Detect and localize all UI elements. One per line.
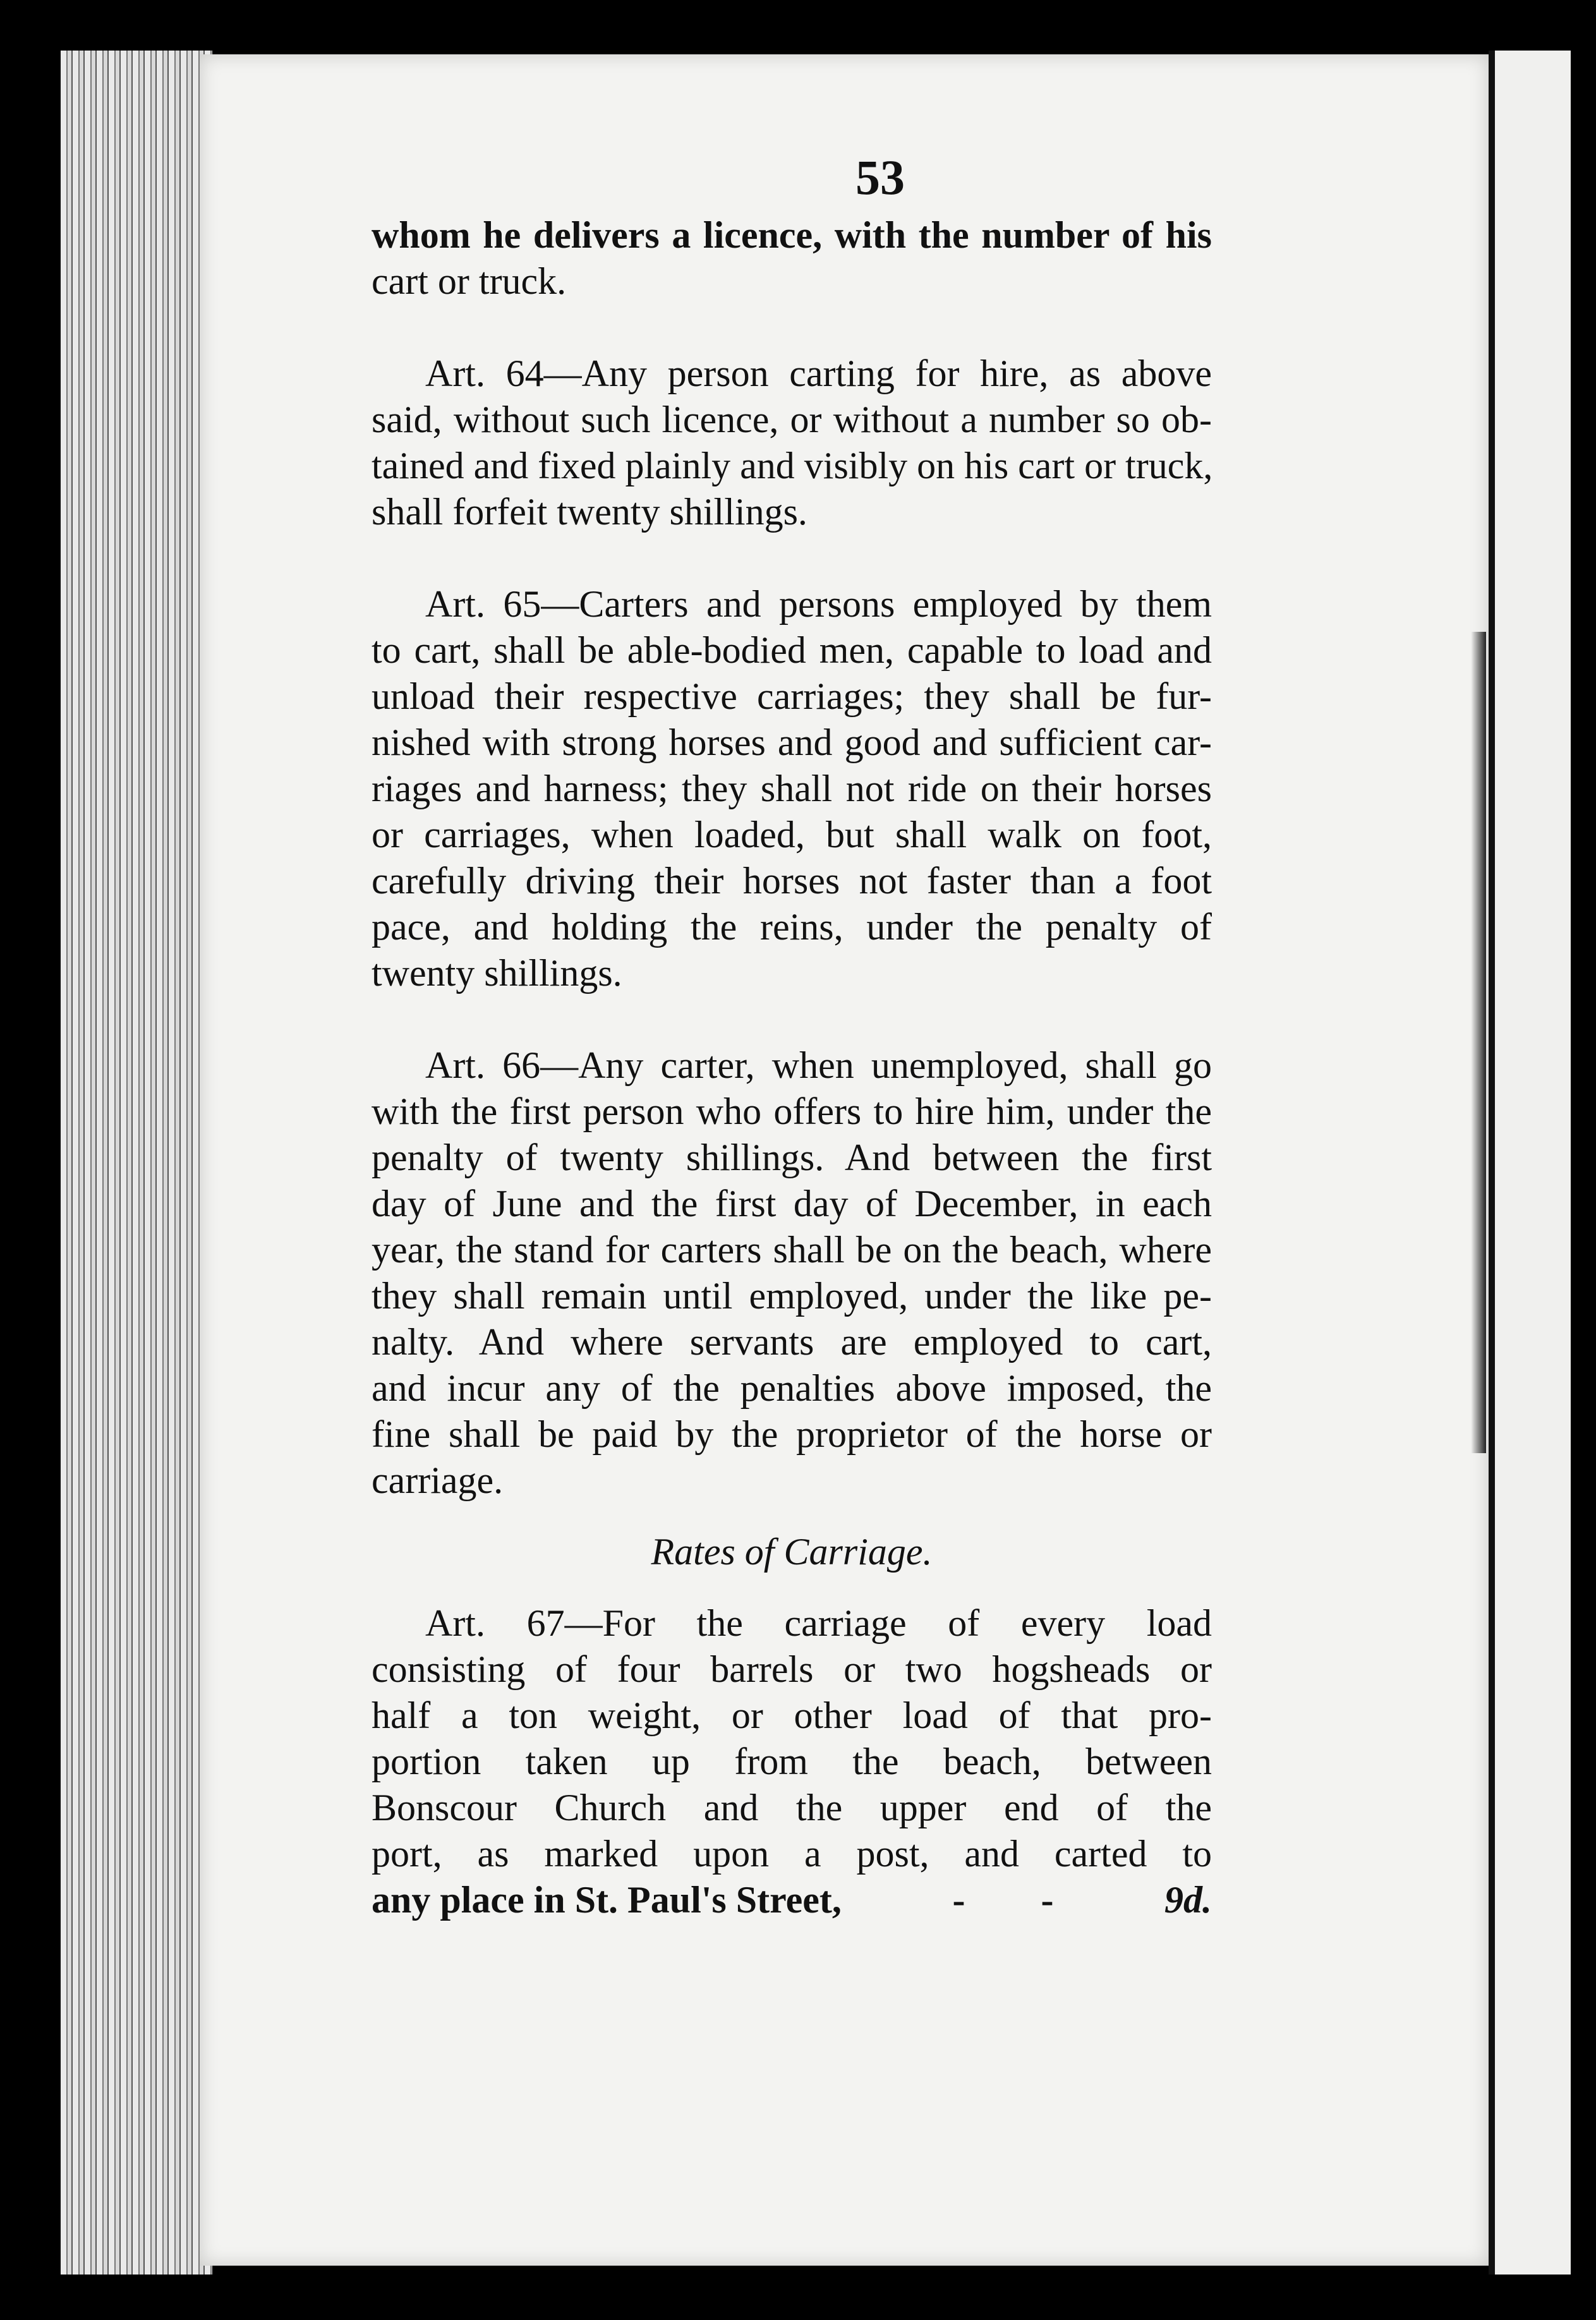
text-line: nalty. And where servants are employed to cart,: [372, 1321, 1212, 1363]
text-line: or carriages, when loaded, but shall walk on foot,: [372, 814, 1212, 855]
article-66-line: Art. 66—Any carter, when unemployed, shall go: [425, 1044, 1212, 1086]
text-line: fine shall be paid by the proprietor of the horse or: [372, 1413, 1212, 1455]
page-gutter-shadow: [1471, 632, 1486, 1453]
article-64-line: Art. 64—Any person carting for hire, as above: [425, 353, 1212, 394]
page-number: 53: [855, 150, 905, 205]
text-line: tained and fixed plainly and visibly on his cart or truck,: [372, 445, 1213, 486]
text-line: pace, and holding the reins, under the penalty of: [372, 906, 1212, 948]
article-65-line: Art. 65—Carters and persons employed by them: [425, 583, 1212, 625]
text-line: riages and harness; they shall not ride on their horses: [372, 768, 1212, 809]
text-line: day of June and the first day of December, in each: [372, 1183, 1212, 1224]
rate-dashes: - -: [952, 1879, 1054, 1921]
rate-line: [372, 1877, 1212, 1923]
page-edges: [61, 51, 212, 2275]
text-line: said, without such licence, or without a number so ob-: [372, 399, 1212, 440]
text-line: nished with strong horses and good and sufficient car-: [372, 722, 1212, 763]
page-text: [372, 149, 1212, 1923]
text-line: with the first person who offers to hire him, under the: [372, 1091, 1212, 1132]
rate-description: any place in St. Paul's Street,: [372, 1879, 842, 1921]
text-line: half a ton weight, or other load of that pro-: [372, 1695, 1212, 1736]
text-line: they shall remain until employed, under the like pe-: [372, 1275, 1212, 1317]
text-line: shall forfeit twenty shillings.: [372, 491, 807, 533]
article-67-line: Art. 67—For the carriage of every load: [425, 1602, 1212, 1644]
text-line: port, as marked upon a post, and carted to: [372, 1833, 1212, 1875]
text-line: unload their respective carriages; they shall be fur-: [372, 675, 1212, 717]
text-line: consisting of four barrels or two hogsheads or: [372, 1648, 1212, 1690]
text-line: carefully driving their horses not faster than a foot: [372, 860, 1212, 902]
section-heading: Rates of Carriage.: [651, 1531, 933, 1573]
text-line: and incur any of the penalties above imposed, the: [372, 1367, 1212, 1409]
text-line: portion taken up from the beach, between: [372, 1741, 1212, 1782]
rate-amount: 9d.: [1164, 1879, 1212, 1921]
text-line: year, the stand for carters shall be on the beach, where: [372, 1229, 1212, 1271]
text-line: twenty shillings.: [372, 952, 622, 994]
text-line: carriage.: [372, 1459, 504, 1501]
text-line: Bonscour Church and the upper end of the: [372, 1787, 1212, 1828]
adjacent-page: [1489, 51, 1571, 2275]
text-line: to cart, shall be able-bodied men, capable to load and: [372, 629, 1212, 671]
text-line: cart or truck.: [372, 260, 567, 302]
text-line: penalty of twenty shillings. And between the first: [372, 1137, 1212, 1178]
text-line: whom he delivers a licence, with the number of his: [372, 214, 1212, 256]
